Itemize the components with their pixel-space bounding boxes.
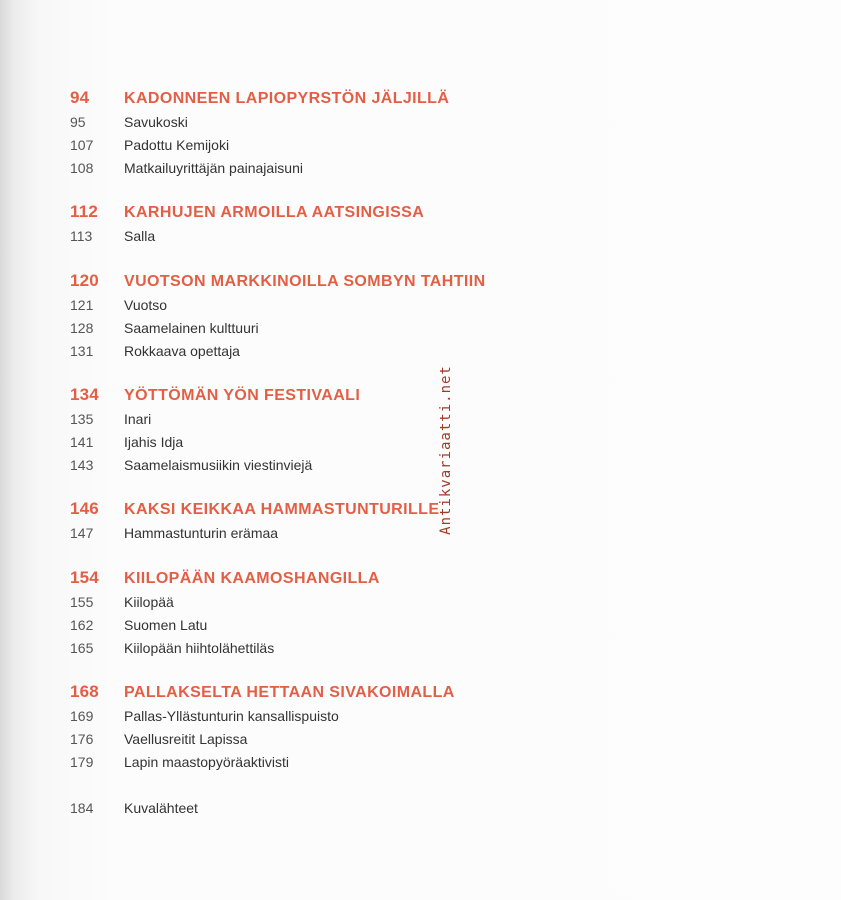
section-page-number: 146 bbox=[70, 499, 99, 518]
toc-section bbox=[70, 682, 790, 775]
entry-label: Savukoski bbox=[124, 114, 188, 130]
entry-page-number: 162 bbox=[70, 617, 94, 633]
entry-page-number: 169 bbox=[70, 708, 94, 724]
entry-page-number: 113 bbox=[70, 228, 93, 244]
toc-section bbox=[70, 202, 790, 249]
toc-entry bbox=[70, 341, 790, 364]
entry-page-number: 128 bbox=[70, 320, 94, 336]
entry-label: Suomen Latu bbox=[124, 617, 208, 633]
toc-entry bbox=[70, 798, 790, 821]
entry-page-number: 176 bbox=[70, 731, 94, 747]
entry-label: Inari bbox=[124, 411, 152, 427]
toc-section bbox=[70, 271, 790, 364]
entry-page-number: 131 bbox=[70, 343, 94, 359]
toc-entry bbox=[70, 135, 790, 158]
entry-label: Hammastunturin erämaa bbox=[124, 525, 279, 541]
toc-entry bbox=[70, 729, 790, 752]
toc-section bbox=[70, 385, 790, 478]
toc-section bbox=[70, 88, 790, 181]
section-page-number: 168 bbox=[70, 682, 99, 701]
section-title: KIILOPÄÄN KAAMOSHANGILLA bbox=[124, 570, 380, 587]
entry-label: Matkailuyrittäjän painajaisuni bbox=[124, 160, 303, 176]
toc-entry bbox=[70, 112, 790, 135]
section-page-number: 134 bbox=[70, 385, 99, 404]
section-page-number: 94 bbox=[70, 88, 90, 107]
entry-label: Saamelainen kulttuuri bbox=[124, 320, 259, 336]
entry-page-number: 165 bbox=[70, 640, 94, 656]
section-heading bbox=[70, 568, 790, 592]
toc-entry bbox=[70, 615, 790, 638]
section-title: PALLAKSELTA HETTAAN SIVAKOIMALLA bbox=[124, 684, 455, 701]
entry-label: Kiilopää bbox=[124, 594, 174, 610]
entry-label: Lapin maastopyöräaktivisti bbox=[124, 754, 289, 770]
entry-page-number: 184 bbox=[70, 800, 94, 816]
entry-page-number: 121 bbox=[70, 297, 94, 313]
section-title: KARHUJEN ARMOILLA AATSINGISSA bbox=[124, 204, 425, 221]
section-page-number: 120 bbox=[70, 271, 99, 290]
section-heading bbox=[70, 88, 790, 112]
section-page-number: 154 bbox=[70, 568, 99, 587]
entry-page-number: 147 bbox=[70, 525, 94, 541]
section-title: KAKSI KEIKKAA HAMMASTUNTURILLE bbox=[124, 501, 440, 518]
entry-label: Ijahis Idja bbox=[124, 434, 184, 450]
section-title: YÖTTÖMÄN YÖN FESTIVAALI bbox=[124, 387, 361, 404]
section-heading bbox=[70, 385, 790, 409]
toc-entry bbox=[70, 455, 790, 478]
entry-page-number: 95 bbox=[70, 114, 86, 130]
toc-entry bbox=[70, 638, 790, 661]
entry-page-number: 107 bbox=[70, 137, 94, 153]
entry-label: Padottu Kemijoki bbox=[124, 137, 230, 153]
toc-entry bbox=[70, 409, 790, 432]
entry-page-number: 108 bbox=[70, 160, 94, 176]
toc-section bbox=[70, 568, 790, 661]
entry-label: Saamelaismusiikin viestinviejä bbox=[124, 457, 313, 473]
entry-label: Rokkaava opettaja bbox=[124, 343, 240, 359]
toc-entry bbox=[70, 158, 790, 181]
entry-page-number: 141 bbox=[70, 434, 94, 450]
toc-entry bbox=[70, 706, 790, 729]
section-title: VUOTSON MARKKINOILLA SOMBYN TAHTIIN bbox=[124, 273, 486, 290]
entry-label: Kuvalähteet bbox=[124, 800, 198, 816]
toc-entry bbox=[70, 295, 790, 318]
toc-entry bbox=[70, 432, 790, 455]
entry-page-number: 143 bbox=[70, 457, 94, 473]
entry-label: Kiilopään hiihtolähettiläs bbox=[124, 640, 275, 656]
entry-label: Salla bbox=[124, 228, 156, 244]
section-heading bbox=[70, 202, 790, 226]
toc-final-section bbox=[70, 798, 790, 821]
toc-entry bbox=[70, 523, 790, 546]
entry-page-number: 135 bbox=[70, 411, 94, 427]
section-title: KADONNEEN LAPIOPYRSTÖN JÄLJILLÄ bbox=[124, 90, 450, 107]
toc-entry bbox=[70, 318, 790, 341]
entry-page-number: 155 bbox=[70, 594, 94, 610]
section-heading bbox=[70, 271, 790, 295]
toc-section bbox=[70, 499, 790, 546]
entry-label: Vaellusreitit Lapissa bbox=[124, 731, 248, 747]
entry-page-number: 179 bbox=[70, 754, 94, 770]
toc-entry bbox=[70, 226, 790, 249]
watermark: Antikvariaatti.net bbox=[438, 365, 454, 535]
section-heading bbox=[70, 682, 790, 706]
section-heading bbox=[70, 499, 790, 523]
entry-label: Pallas-Yllästunturin kansallispuisto bbox=[124, 708, 339, 724]
toc-entry bbox=[70, 752, 790, 775]
entry-label: Vuotso bbox=[124, 297, 168, 313]
section-page-number: 112 bbox=[70, 202, 99, 221]
toc-entry bbox=[70, 592, 790, 615]
